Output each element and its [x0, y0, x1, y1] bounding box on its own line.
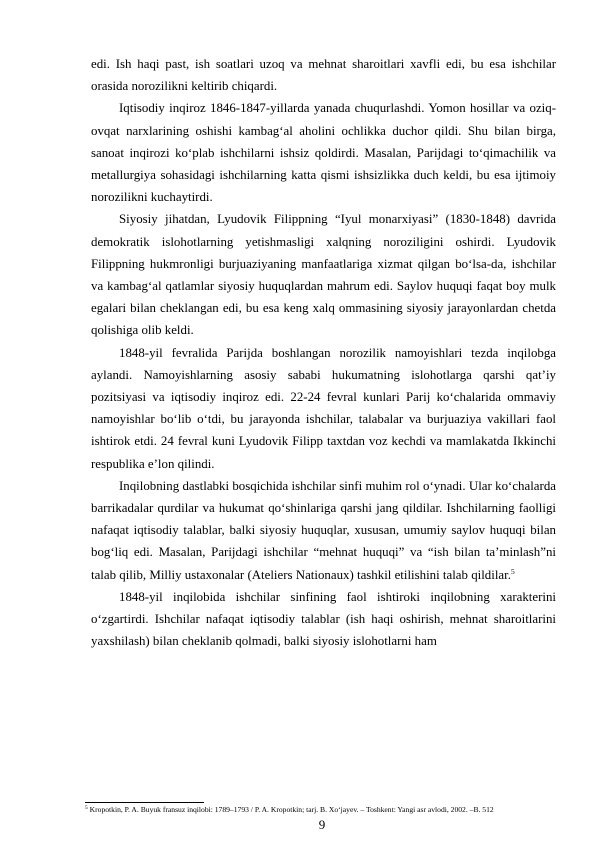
paragraph-political: Siyosiy jihatdan, Lyudovik Filippning “Iyul monarxiyasi” (1830-1848) davrida demokratik islohotlarning yetishmasligi xalqning noroziligini oshirdi. Lyudovik Filippning hukmronligi burjuaziyaning manfaatlariga xizmat qilgan bo‘lsa-da, ishchilar va kambag‘al qatlamlar siyosiy huquqlardan mahrum edi. Saylov huquqi faqat boy mulk egalari bilan cheklangan edi, bu esa keng xalq ommasining siyosiy jarayonlardan chetda qolishiga olib keldi.	[91, 212, 556, 338]
paragraph-workers-role	[91, 475, 556, 586]
paragraph-workers-role-text: Inqilobning dastlabki bosqichida ishchilar sinfi muhim rol o‘ynadi. Ular ko‘chalarda barrikadalar qurdilar va hukumat qo‘shinlariga qarshi jang qildilar. Ishchilarning faolligi nafaqat iqtisodiy talablar, balki siyosiy huquqlar, xususan, umumiy saylov huquqi bilan bog‘liq edi. Masalan, Parijdagi ishchilar “mehnat huquqi” va “ish bilan ta’minlash”ni talab qilib, Milliy ustaxonalar (Ateliers Nationaux) tashkil etilishini talab qildilar.	[91, 478, 556, 582]
footnote-reference[interactable]: 5	[510, 566, 515, 576]
footnote-separator	[85, 802, 204, 803]
paragraph-economic-crisis: Iqtisodiy inqiroz 1846-1847-yillarda yanada chuqurlashdi. Yomon hosillar va oziq-ovqat narxlarining oshishi kambag‘al aholini ochlikka duchor qildi. Shu bilan birga, sanoat inqirozi ko‘plab ishchilarni ishsiz qoldirdi. Masalan, Parijdagi to‘qimachilik va metallurgiya sohasidagi ishchilarning katta qismi ishsizlikka duch keldi, bu esa ijtimoiy norozilikni kuchaytirdi.	[91, 101, 556, 205]
footnote	[85, 805, 555, 815]
paragraph-revolution-character: 1848-yil inqilobida ishchilar sinfining faol ishtiroki inqilobning xarakterini o‘zgartirdi. Ishchilar nafaqat iqtisodiy talablar (ish haqi oshirish, mehnat sharoitlarini yaxshilash) bilan cheklanib qolmadi, balki siyosiy islohotlarni ham	[91, 589, 556, 649]
paragraph-continuation: edi. Ish haqi past, ish soatlari uzoq va mehnat sharoitlari xavfli edi, bu esa ishchilar orasida norozilikni keltirib chiqardi.	[91, 57, 556, 94]
body-text	[91, 53, 556, 652]
page-number: 9	[318, 817, 326, 832]
footnote-text: Kropotkin, P. A. Buyuk fransuz inqilobi: 1789–1793 / P. A. Kropotkin; tarj. B. Xo‘jayev. – Toshkent: Yangi asr avlodi, 2002. –B. 512	[89, 805, 494, 814]
footnote-marker: 5	[85, 805, 88, 811]
paragraph-february-1848: 1848-yil fevralida Parijda boshlangan norozilik namoyishlari tezda inqilobga aylandi. Namoyishlarning asosiy sababi hukumatning islohotlarga qarshi qat’iy pozitsiyasi va iqtisodiy inqiroz edi. 22-24 fevral kunlari Parij ko‘chalarida ommaviy namoyishlar bo‘lib o‘tdi, bu jarayonda ishchilar, talabalar va burjuaziya vakillari faol ishtirok etdi. 24 fevral kuni Lyudovik Filipp taxtdan voz kechdi va mamlakatda Ikkinchi respublika e’lon qilindi.	[91, 345, 556, 471]
